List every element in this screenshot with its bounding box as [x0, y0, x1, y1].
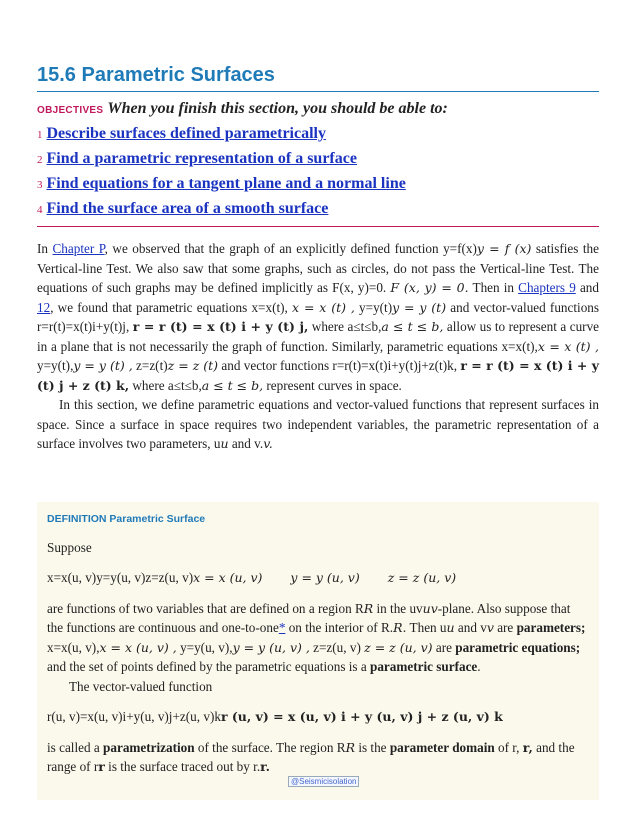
objective-number: 1	[37, 129, 43, 141]
intro-paragraph-1	[37, 239, 599, 395]
document-page	[37, 64, 599, 454]
term-parametric-equations: parametric equations;	[455, 639, 581, 655]
text: where a≤t≤b,	[129, 377, 202, 393]
text: are	[432, 639, 456, 655]
math-r: r,	[522, 739, 533, 755]
math-x-uv: x = x (u, v)	[193, 570, 263, 585]
text: and v	[457, 620, 487, 635]
definition-heading: DEFINITION Parametric Surface	[47, 513, 206, 525]
math-vector-function: r (u, v) = x (u, v) i + y (u, v) j + z (u, v) k	[220, 709, 503, 724]
math-y-fx: y = f (x)	[476, 241, 532, 256]
text: y=y(t)	[354, 299, 393, 315]
objective-link[interactable]: Describe surfaces defined parametrically	[46, 125, 326, 142]
text: are	[493, 620, 517, 635]
objectives-label: OBJECTIVES	[37, 105, 104, 116]
text: y=y(u, v),	[176, 639, 233, 655]
math-x-t-2: x = x (t) ,	[537, 338, 599, 354]
math-x-uv-2: x = x (u, v) ,	[99, 639, 177, 655]
chapter-p-link[interactable]: Chapter P	[52, 241, 105, 256]
objective-number: 2	[37, 154, 43, 166]
text: .	[477, 659, 481, 674]
objectives-header	[37, 100, 599, 118]
math-z-uv: z = z (u, v)	[387, 570, 457, 585]
math-y-uv-2: y = y (u, v) ,	[232, 639, 310, 655]
text: and v.	[228, 436, 264, 451]
text: of the surface. The region R	[194, 739, 346, 755]
text: and vector-valued functions r=r(t)=x(t)i+y(t)j,	[37, 299, 600, 334]
math-uv: uv	[422, 600, 438, 616]
definition-box	[37, 502, 599, 800]
definition-suppose: Suppose	[47, 539, 92, 555]
equations-text: x=x(u, v)y=y(u, v)z=z(u, v)	[47, 570, 194, 585]
text: x=x(u, v),	[47, 639, 100, 655]
text: is called a	[47, 739, 104, 755]
text: is the	[355, 739, 390, 755]
objectives-intro: When you finish this section, you should be able to:	[107, 100, 448, 117]
text: satisfies the Vertical-line Test. We also saw that some graphs, such as circles, do not pass the Vertical-line Test. The equations of such graphs may be defined implicitly as F(x, y)=0.	[37, 241, 599, 295]
text: , we found that parametric equations x=x(t),	[50, 299, 288, 315]
text: z=z(u, v)	[309, 639, 361, 655]
objective-link[interactable]: Find a parametric representation of a surface	[46, 150, 357, 167]
math-R-3: R	[345, 739, 356, 755]
text: on the interior of R.	[285, 620, 394, 635]
math-x-t: x = x (t) ,	[292, 299, 355, 315]
objective-link[interactable]: Find equations for a tangent plane and a normal line	[46, 175, 406, 192]
math-y-t-2: y = y (t) ,	[73, 358, 133, 373]
math-z-t: z = z (t)	[167, 358, 219, 373]
text: represent curves in space.	[263, 377, 402, 393]
definition-equations	[47, 568, 589, 588]
math-u: u	[446, 620, 455, 635]
objective-item	[37, 147, 599, 172]
text: and the range of r	[47, 739, 575, 774]
definition-vector-function	[47, 707, 589, 727]
text: z=z(t)	[132, 358, 168, 373]
text: -plane. Also suppose that the functions are continuous and one-to-one	[47, 600, 571, 635]
term-parametric-surface: parametric surface	[370, 659, 478, 674]
definition-paragraph	[47, 599, 589, 677]
objective-number: 3	[37, 179, 43, 191]
math-F: F (x, y) = 0.	[390, 280, 469, 295]
text: , we observed that the graph of an explicitly defined function y=f(x)	[104, 241, 477, 256]
math-interval-2: a ≤ t ≤ b,	[201, 377, 264, 393]
text: In	[37, 241, 53, 256]
objective-link[interactable]: Find the surface area of a smooth surface	[46, 200, 329, 217]
section-title: 15.6 Parametric Surfaces	[37, 64, 599, 92]
objective-item	[37, 122, 599, 147]
math-interval: a ≤ t ≤ b,	[381, 319, 444, 334]
intro-paragraph-2	[37, 395, 599, 454]
math-R-2: R.	[393, 620, 407, 635]
text: where a≤t≤b,	[308, 319, 382, 334]
text: y=y(t),	[37, 358, 74, 373]
objectives-divider	[37, 226, 599, 227]
text: Then u	[406, 620, 447, 635]
math-r-2d: r = r (t) = x (t) i + y (t) j,	[132, 319, 309, 334]
objectives-list	[37, 122, 599, 222]
text: and	[575, 280, 599, 295]
watermark: @Seismicisolation	[288, 776, 359, 787]
math-R: R	[363, 600, 374, 616]
math-v: v	[486, 620, 494, 635]
math-v: v.	[263, 436, 273, 451]
chapter-9-link[interactable]: Chapters 9	[518, 280, 576, 295]
chapter-12-link[interactable]: 12	[37, 299, 51, 315]
math-z-uv-2: z = z (u, v)	[364, 639, 433, 655]
objective-item	[37, 172, 599, 197]
term-parameter-domain: parameter domain	[389, 739, 495, 755]
text: and the set of points defined by the parametric equations is a	[47, 659, 370, 674]
text: In this section, we define parametric equations and vector-valued functions that represent surfaces in space. Since a surface in space requires two independent variables, the parametric representation of a surface involves two parameters, u	[37, 397, 599, 451]
vector-text: r(u, v)=x(u, v)i+y(u, v)j+z(u, v)k	[47, 709, 221, 724]
math-u: u	[220, 436, 229, 451]
text: and vector functions r=r(t)=x(t)i+y(t)j+z(t)k,	[218, 358, 458, 373]
math-y-t: y = y (t)	[392, 299, 447, 315]
text: in the uv	[373, 600, 423, 616]
math-y-uv: y = y (u, v)	[290, 570, 360, 585]
text: of r,	[494, 739, 520, 755]
math-r-2: r	[98, 759, 105, 774]
text: allow us to represent a curve in a plane that is not necessarily the graph of function. Similarly, parametric equations x=x(t),	[37, 319, 600, 354]
text: are functions of two variables that are defined on a region R	[47, 600, 364, 616]
objective-item	[37, 197, 599, 222]
text: is the surface traced out by r.	[104, 759, 261, 774]
footnote-link[interactable]: *	[278, 620, 286, 635]
definition-closing	[47, 738, 589, 777]
term-parametrization: parametrization	[103, 739, 195, 755]
math-r-3d: r = r (t) = x (t) i + y (t) j + z (t) k,	[37, 358, 600, 393]
intro-text	[37, 239, 599, 454]
term-parameters: parameters;	[516, 620, 586, 635]
text: Then in	[468, 280, 519, 295]
objective-number: 4	[37, 204, 43, 216]
math-r-3: r.	[260, 759, 270, 774]
definition-vector-intro: The vector-valued function	[69, 678, 213, 694]
